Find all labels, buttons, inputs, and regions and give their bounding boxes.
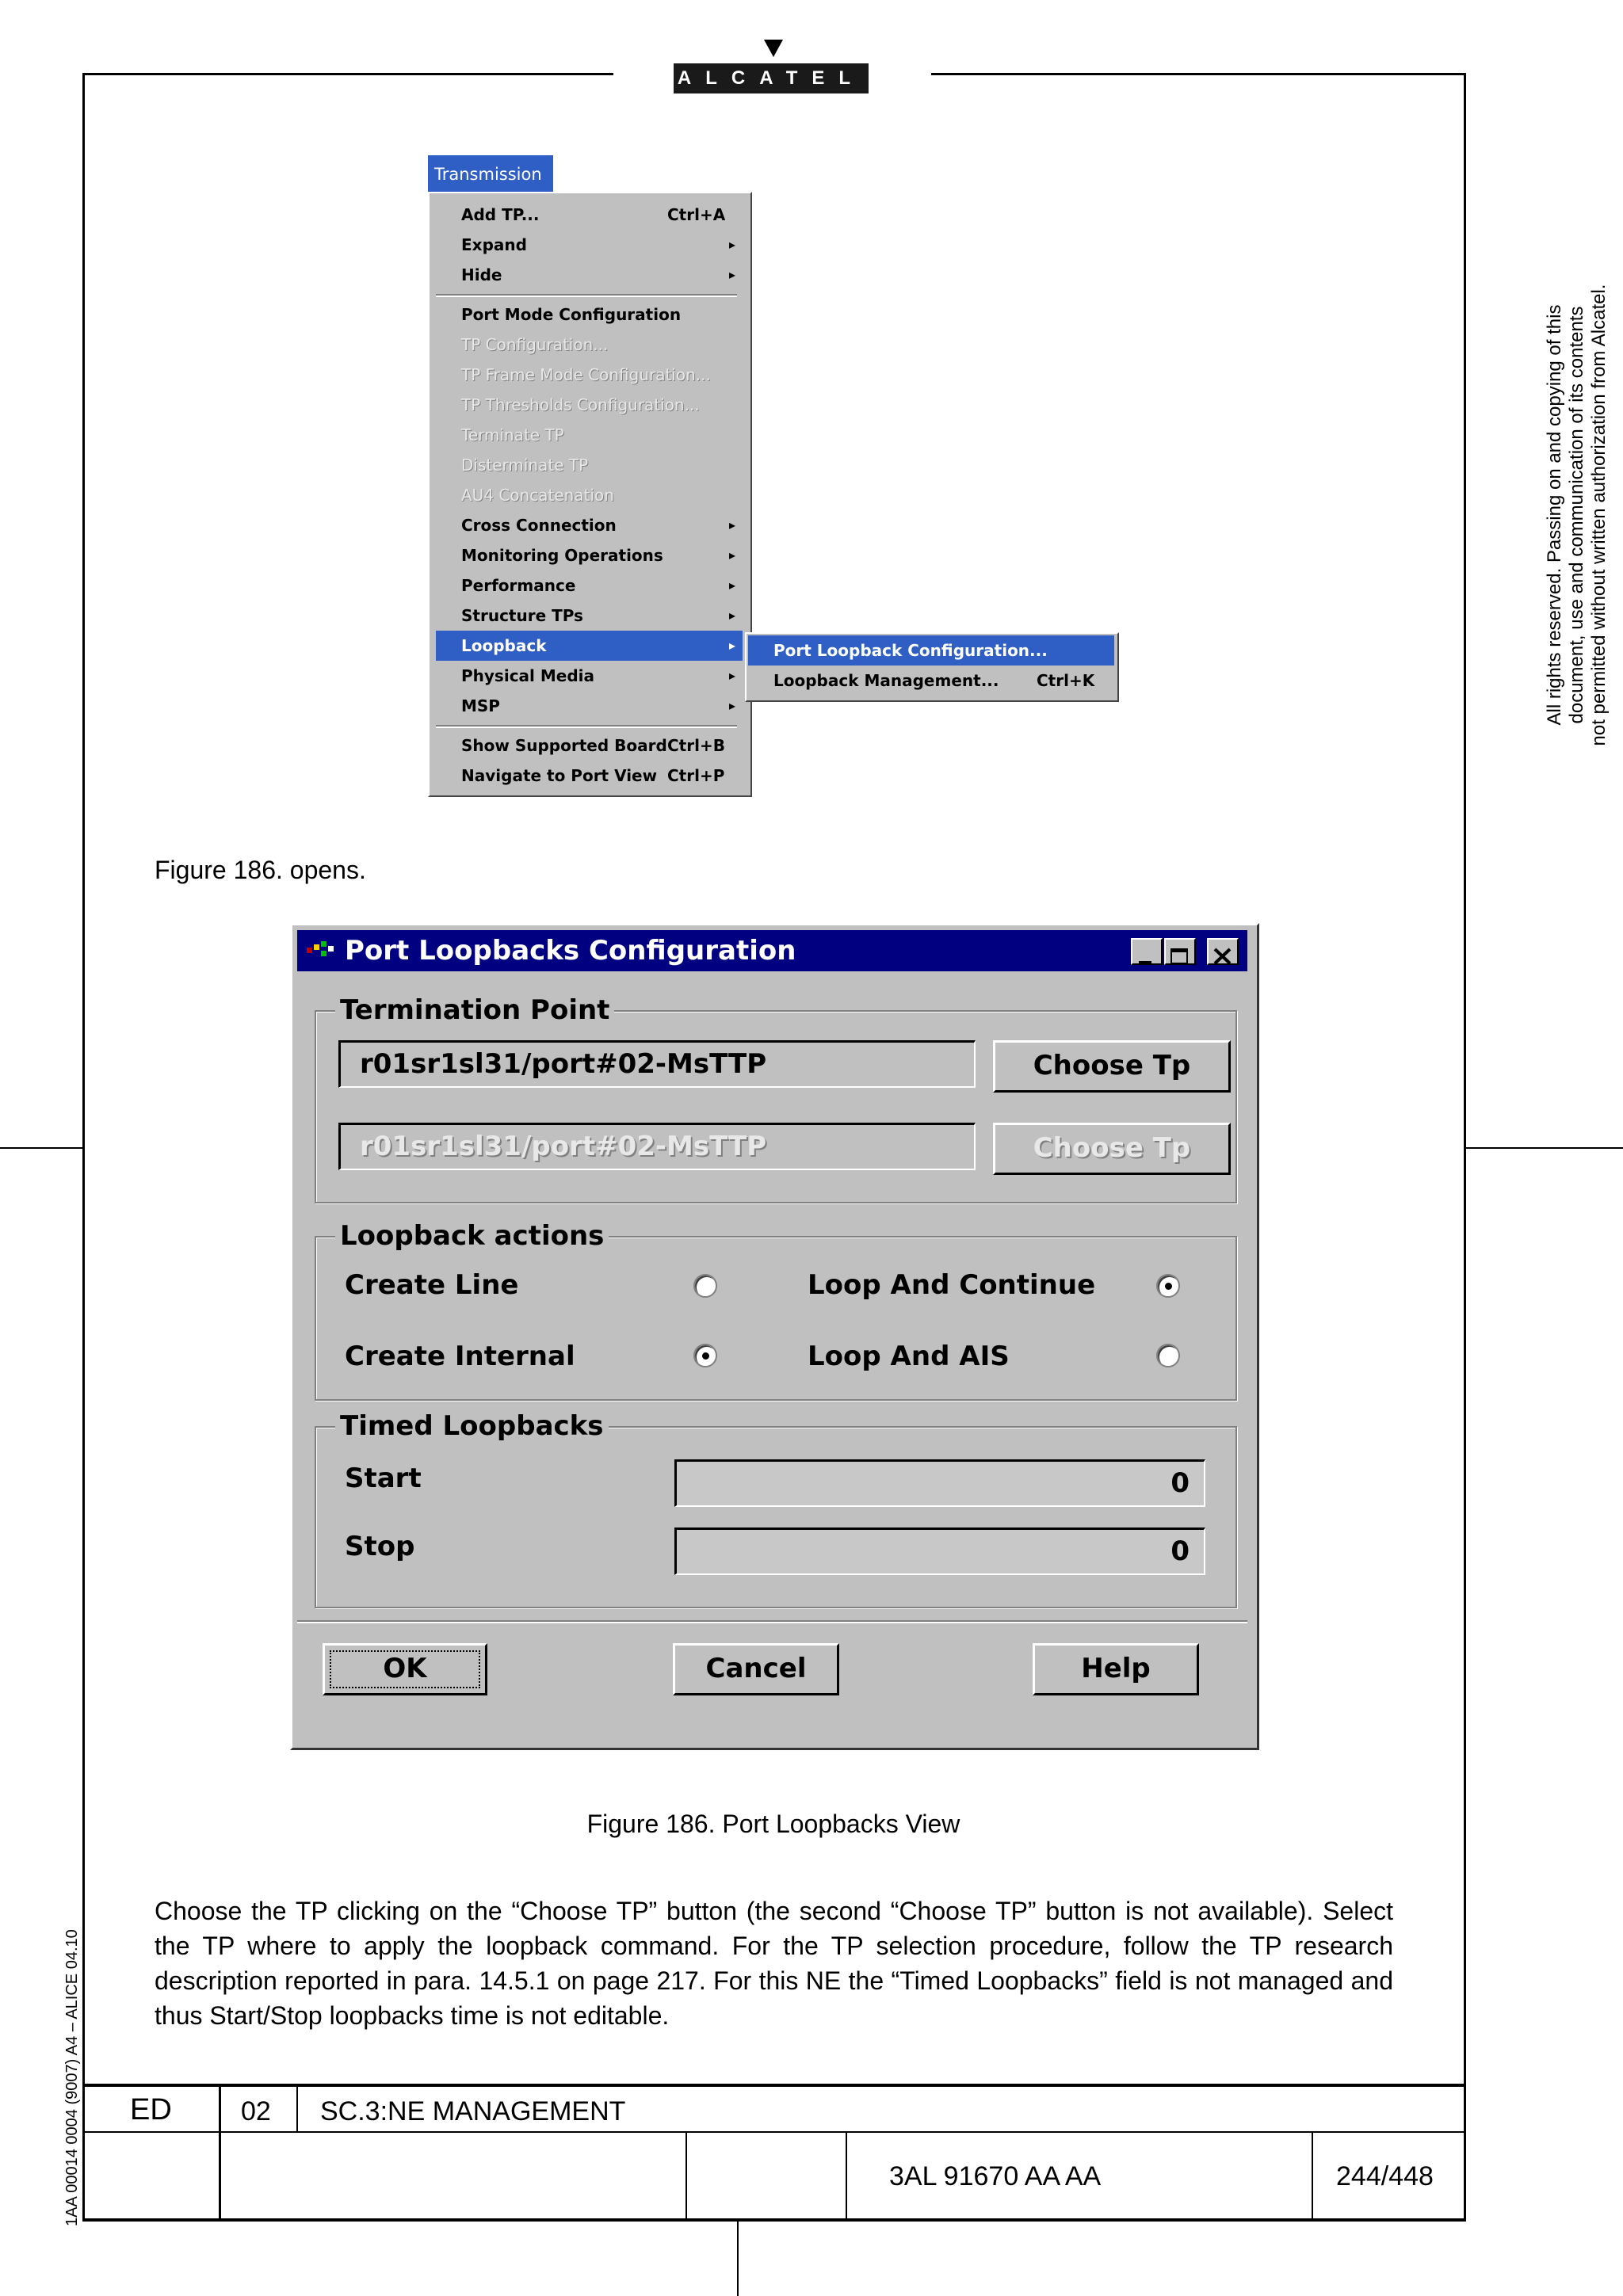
stop-field: 0 xyxy=(674,1527,1205,1575)
loop-and-ais-label: Loop And AIS xyxy=(808,1341,1010,1372)
menu-item-au4-concatenation: AU4 Concatenation xyxy=(461,486,614,505)
body-paragraph: Choose the TP clicking on the “Choose TP” button (the second “Choose TP” button is not available). Select the TP where to apply the loopback command. For the TP selection procedure, follow the TP research description reported in para. 14.5.1 on page 217. For this NE the “Timed Loopbacks” field is not managed and thus Start/Stop loopbacks time is not editable. xyxy=(155,1897,1393,2030)
footer-bottom-rule xyxy=(82,2218,1466,2222)
create-internal-radio[interactable] xyxy=(693,1344,717,1367)
footer-vline-3 xyxy=(685,2131,687,2222)
button-bar-separator xyxy=(297,1620,1247,1623)
copyright-line-1: All rights reserved. Passing on and copying of this xyxy=(1544,304,1565,726)
footer-vline-1 xyxy=(219,2084,221,2222)
create-line-label: Create Line xyxy=(345,1269,519,1301)
maximize-icon xyxy=(1166,945,1194,969)
chevron-right-icon: ▸ xyxy=(729,668,736,683)
transmission-menu xyxy=(428,192,752,797)
termination-point-group xyxy=(315,994,1237,1203)
menu-item-expand[interactable]: Expand ▸ xyxy=(430,230,743,260)
chevron-right-icon: ▸ xyxy=(729,237,736,252)
menu-separator xyxy=(436,294,737,297)
footer-vline-4 xyxy=(846,2131,847,2222)
chevron-right-icon: ▸ xyxy=(729,698,736,713)
footer-mid-rule xyxy=(82,2131,1466,2133)
minimize-button[interactable] xyxy=(1131,938,1163,965)
chevron-right-icon: ▸ xyxy=(729,638,736,653)
chevron-right-icon: ▸ xyxy=(729,578,736,593)
footer-page-number: 244/448 xyxy=(1336,2161,1434,2191)
footer-section: SC.3:NE MANAGEMENT xyxy=(320,2096,626,2126)
menu-item-hide[interactable]: Hide ▸ xyxy=(430,260,743,290)
close-icon xyxy=(1209,945,1237,969)
minimize-icon xyxy=(1132,945,1161,969)
app-icon xyxy=(307,941,334,960)
frame-top-left xyxy=(82,73,613,75)
submenu-item-port-loopback-configuration[interactable]: Port Loopback Configuration... xyxy=(748,635,1114,666)
cancel-button[interactable]: Cancel xyxy=(673,1643,839,1695)
menu-item-port-mode-configuration[interactable]: Port Mode Configuration xyxy=(461,305,682,324)
menu-item-monitoring-operations[interactable]: Monitoring Operations ▸ xyxy=(430,540,743,570)
start-field: 0 xyxy=(674,1459,1205,1507)
menu-item-terminate-tp: Terminate TP xyxy=(461,425,564,444)
alcatel-logo: ALCATEL xyxy=(674,63,869,93)
menu-item-disterminate-tp: Disterminate TP xyxy=(461,456,589,475)
menu-item-msp[interactable]: MSP ▸ xyxy=(430,691,743,721)
chevron-right-icon: ▸ xyxy=(729,608,736,623)
close-button[interactable] xyxy=(1207,938,1239,965)
loop-and-continue-radio[interactable] xyxy=(1156,1274,1180,1298)
tick-bottom xyxy=(737,2222,739,2296)
tick-left xyxy=(0,1147,82,1149)
menu-transmission[interactable]: Transmission xyxy=(428,155,553,193)
termination-point-label: Termination Point xyxy=(335,994,614,1026)
loopback-actions-label: Loopback actions xyxy=(335,1220,609,1252)
menu-item-tp-thresholds-configuration: TP Thresholds Configuration... xyxy=(461,395,700,414)
footer-top-rule xyxy=(82,2084,1466,2087)
chevron-right-icon: ▸ xyxy=(729,517,736,532)
menu-item-loopback[interactable]: Loopback ▸ xyxy=(436,631,743,661)
port-loopbacks-dialog xyxy=(290,923,1259,1750)
chevron-right-icon: ▸ xyxy=(729,267,736,282)
create-internal-label: Create Internal xyxy=(345,1341,575,1372)
footer-doc-code: 3AL 91670 AA AA xyxy=(889,2161,1102,2191)
menu-item-tp-configuration: TP Configuration... xyxy=(461,335,609,354)
loopback-submenu xyxy=(745,632,1119,702)
tick-right xyxy=(1466,1147,1623,1149)
dialog-titlebar xyxy=(297,930,1247,971)
maximize-button[interactable] xyxy=(1164,938,1196,965)
document-code-vertical: 1AA 00014 0004 (9007) A4 – ALICE 04.10 xyxy=(63,1929,81,2226)
footer-vline-5 xyxy=(1312,2131,1313,2222)
menu-item-cross-connection[interactable]: Cross Connection ▸ xyxy=(430,510,743,540)
copyright-line-3: not permitted without written authorization from Alcatel. xyxy=(1588,284,1610,746)
menu-item-structure-tps[interactable]: Structure TPs ▸ xyxy=(430,601,743,631)
loopback-actions-group xyxy=(315,1220,1237,1401)
menu-item-navigate-to-port-view[interactable]: Navigate to Port View Ctrl+P xyxy=(461,766,725,785)
start-label: Start xyxy=(345,1463,422,1494)
tp-field-disabled: r01sr1sl31/port#02-MsTTP xyxy=(338,1123,976,1170)
tp-field: r01sr1sl31/port#02-MsTTP xyxy=(338,1040,976,1088)
footer-ed-label: ED xyxy=(130,2093,172,2126)
loop-and-ais-radio[interactable] xyxy=(1156,1344,1180,1367)
caption-bottom: Figure 186. Port Loopbacks View xyxy=(586,1810,960,1838)
focus-ring xyxy=(330,1650,480,1688)
timed-loopbacks-label: Timed Loopbacks xyxy=(335,1410,609,1442)
caption-top: Figure 186. opens. xyxy=(155,856,366,884)
copyright-note xyxy=(1544,190,1610,840)
choose-tp-button-disabled: Choose Tp xyxy=(993,1123,1231,1175)
frame-top-right xyxy=(931,73,1466,75)
menu-item-performance[interactable]: Performance ▸ xyxy=(430,570,743,601)
loop-and-continue-label: Loop And Continue xyxy=(808,1269,1096,1301)
timed-loopbacks-group xyxy=(315,1410,1237,1608)
copyright-line-2: document, use and communication of its contents xyxy=(1566,306,1587,724)
menu-item-show-supported-board[interactable]: Show Supported Board Ctrl+B xyxy=(461,736,725,755)
chevron-right-icon: ▸ xyxy=(729,547,736,563)
frame-left xyxy=(82,73,85,2222)
menu-item-tp-frame-mode-configuration: TP Frame Mode Configuration... xyxy=(461,365,711,384)
dialog-title: Port Loopbacks Configuration xyxy=(345,935,796,967)
logo-triangle xyxy=(764,40,783,57)
create-line-radio[interactable] xyxy=(693,1274,717,1298)
menu-separator xyxy=(436,725,737,728)
menu-item-physical-media[interactable]: Physical Media ▸ xyxy=(430,661,743,691)
menu-item-add-tp[interactable]: Add TP... Ctrl+A xyxy=(461,205,726,224)
footer-ed-value: 02 xyxy=(241,2096,271,2126)
help-button[interactable]: Help xyxy=(1033,1643,1199,1695)
footer-vline-2 xyxy=(296,2084,298,2133)
stop-label: Stop xyxy=(345,1531,415,1562)
submenu-item-loopback-management[interactable]: Loopback Management... Ctrl+K xyxy=(773,671,1095,690)
ok-button[interactable]: OK xyxy=(323,1643,487,1695)
choose-tp-button[interactable]: Choose Tp xyxy=(993,1040,1231,1093)
